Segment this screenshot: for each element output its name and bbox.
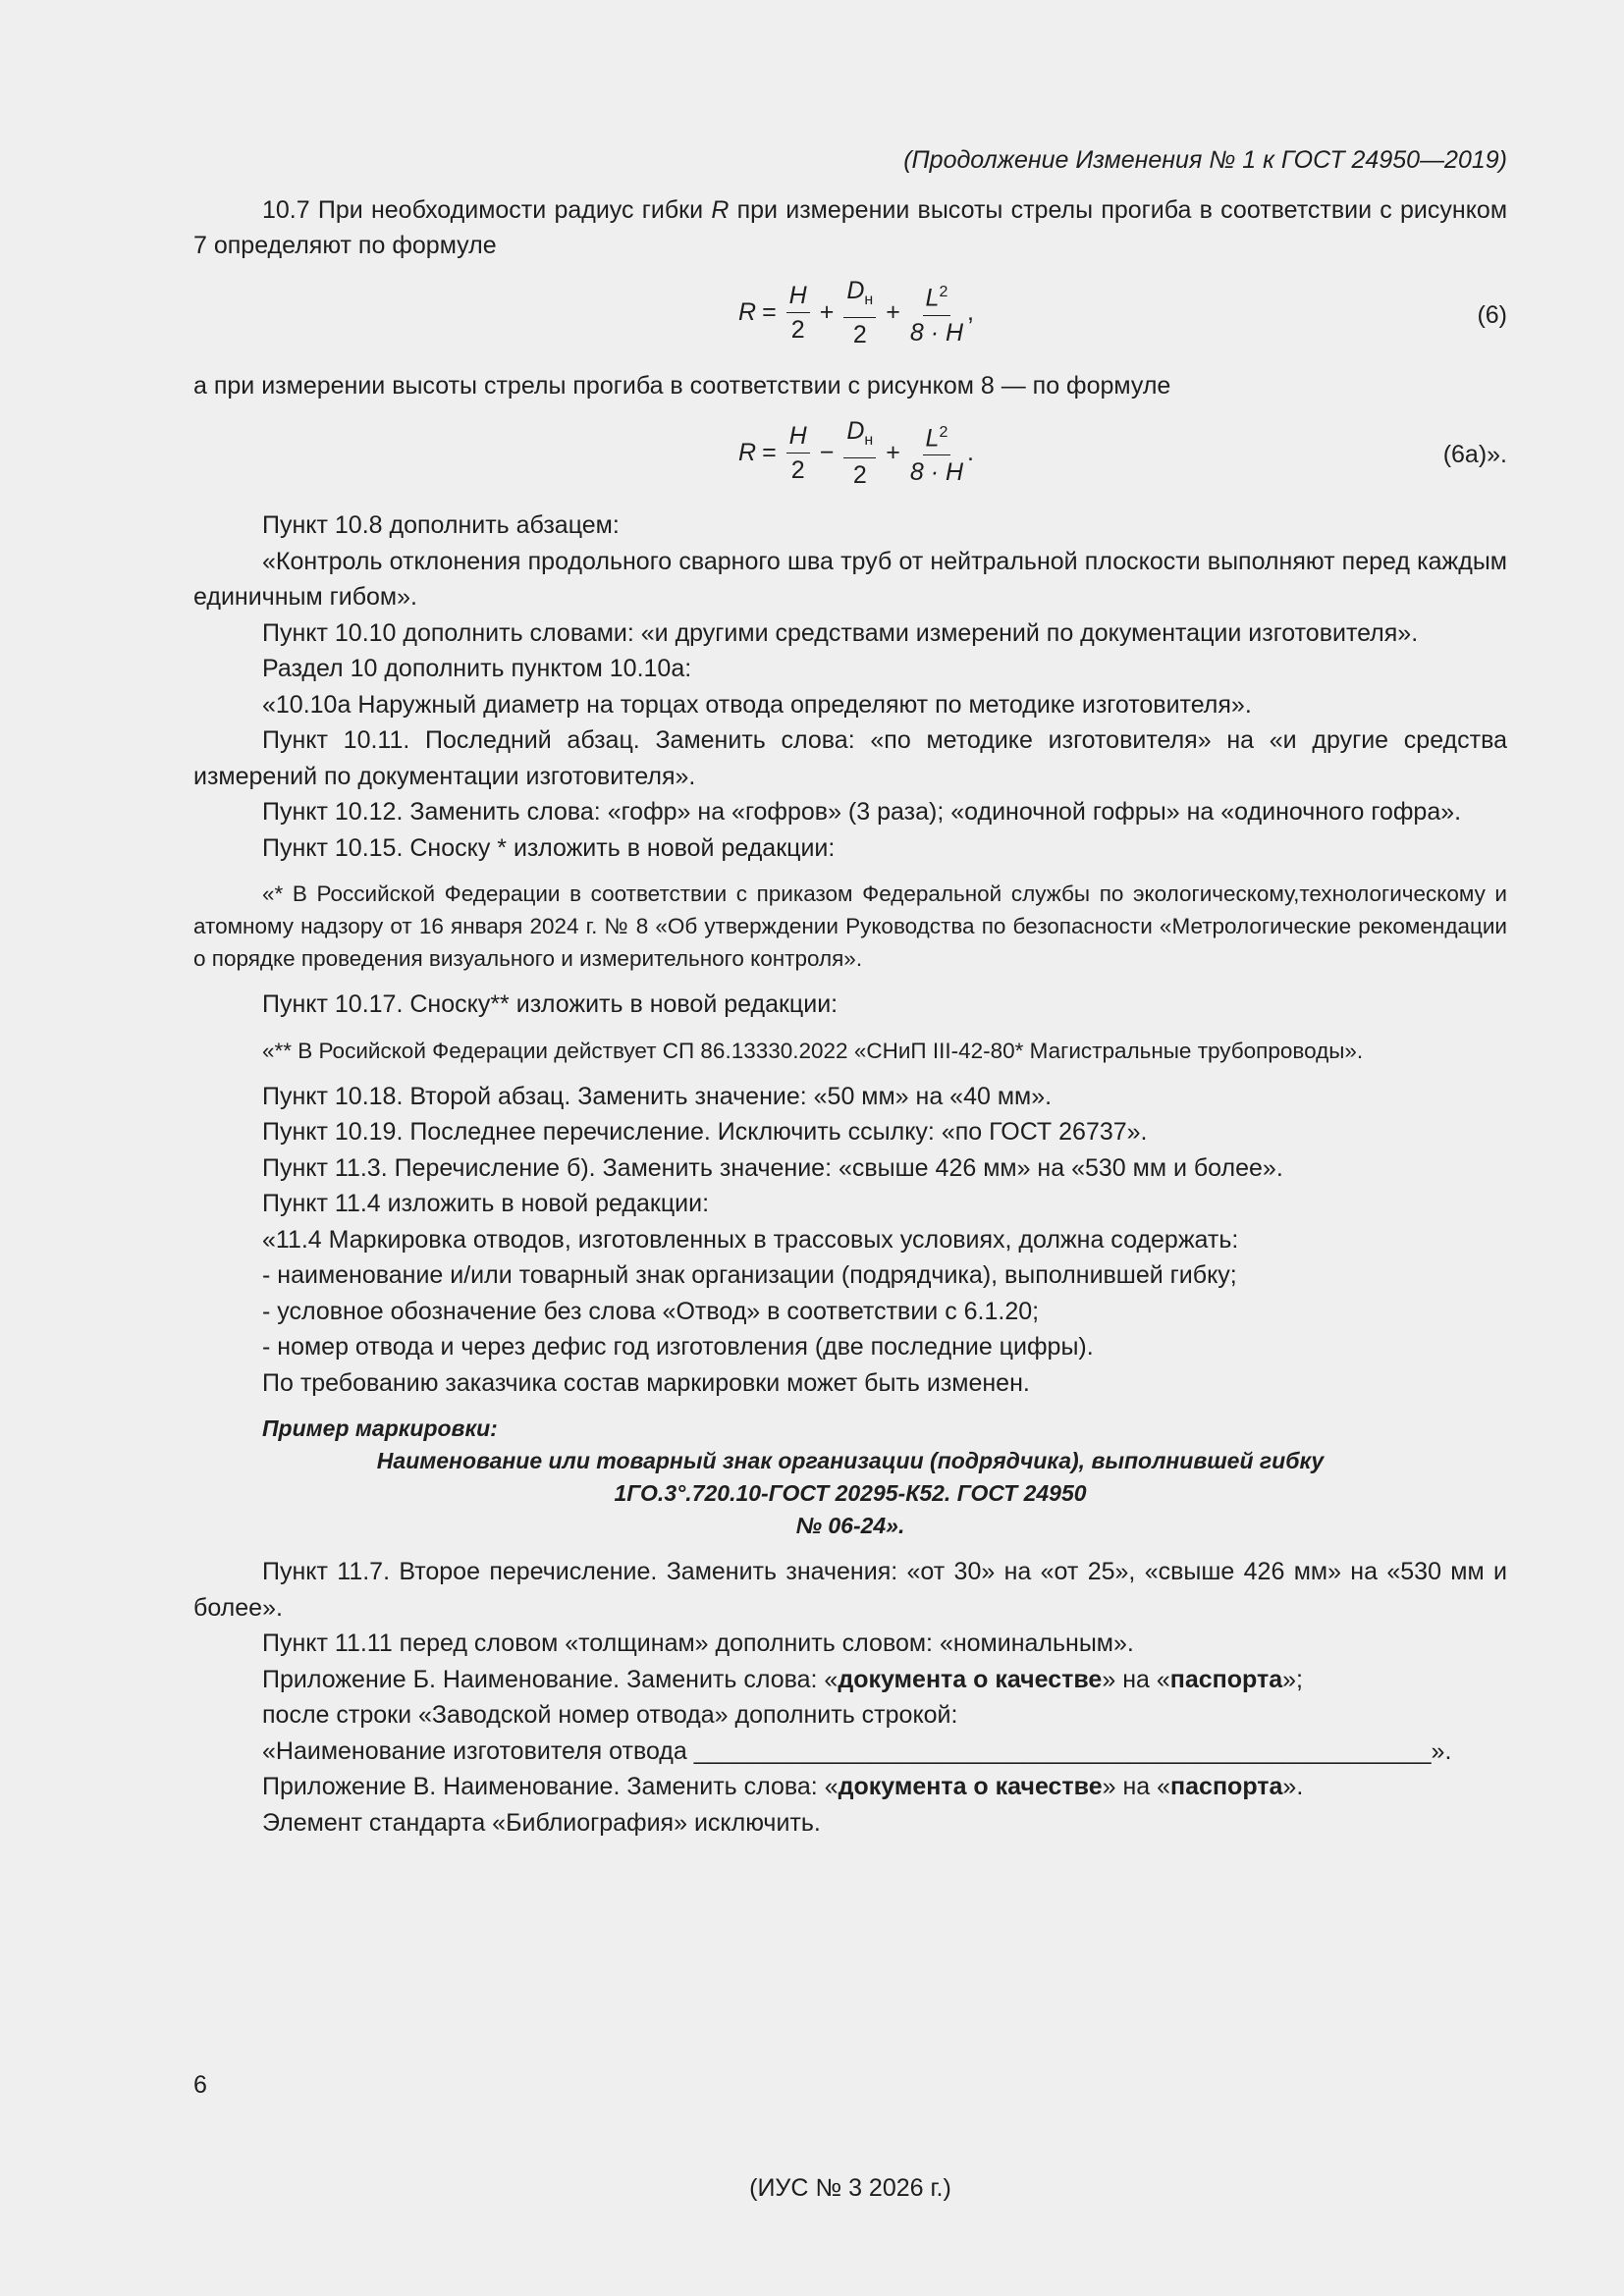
paragraph: Пункт 10.15. Сноску * изложить в новой редакции: (262, 833, 836, 862)
paragraph: Пункт 10.10 дополнить словами: «и другими средствами измерений по документации изготовителя». (262, 618, 1419, 647)
page-number: 6 (193, 2071, 207, 2099)
paragraph: Пункт 10.17. Сноску** изложить в новой редакции: (262, 990, 839, 1018)
fill-in-line: ______________________________________________________ (693, 1736, 1432, 1765)
paragraph: Пункт 10.18. Второй абзац. Заменить значение: «50 мм» на «40 мм». (262, 1082, 1053, 1110)
paragraph: после строки «Заводской номер отвода» дополнить строкой: (262, 1701, 958, 1729)
ius-footer: (ИУС № 3 2026 г.) (749, 2174, 951, 2202)
paragraph: «Контроль отклонения продольного сварного шва труб от нейтральной плоскости выполняют перед каждым единичным гибом». (193, 547, 1507, 611)
example-line: № 06-24». (795, 1513, 905, 1538)
paragraph: Элемент стандарта «Библиография» исключить. (262, 1808, 821, 1837)
paragraph: По требованию заказчика состав маркировки может быть изменен. (262, 1368, 1030, 1397)
paragraph: Пункт 10.11. Последний абзац. Заменить слова: «по методике изготовителя» на «и другие средства измерений по документации изготовителя». (193, 726, 1507, 790)
para-after-formula-6: а при измерении высоты стрелы прогиба в соответствии с рисунком 8 — по формуле (193, 371, 1171, 400)
list-item: - наименование и/или товарный знак организации (подрядчика), выполнившей гибку; (262, 1261, 1237, 1289)
document-body (193, 142, 1508, 2202)
paragraph: Пункт 11.7. Второе перечисление. Заменить значения: «от 30» на «от 25», «свыше 426 мм» на «530 мм и более». (193, 1558, 1507, 1622)
paragraph: «10.10а Наружный диаметр на торцах отвода определяют по методике изготовителя». (262, 690, 1252, 719)
list-item: - условное обозначение без слова «Отвод» в соответствии с 6.1.20; (262, 1297, 1040, 1325)
paragraph: Раздел 10 дополнить пунктом 10.10а: (262, 655, 692, 682)
paragraph: Пункт 11.3. Перечисление б). Заменить значение: «свыше 426 мм» на «530 мм и более». (262, 1153, 1283, 1182)
paragraph: Пункт 11.4 изложить в новой редакции: (262, 1190, 710, 1217)
example-line: 1ГО.3°.720.10-ГОСТ 20295-К52. ГОСТ 24950 (614, 1480, 1087, 1506)
paragraph: Пункт 10.8 дополнить абзацем: (262, 511, 620, 539)
marking-example (193, 1413, 1507, 1542)
formula-number: (6) (1477, 300, 1507, 329)
paragraph: Пункт 11.11 перед словом «толщинам» дополнить словом: «номинальным». (262, 1629, 1134, 1657)
example-line: Наименование или товарный знак организации (подрядчика), выполнившей гибку (376, 1448, 1325, 1473)
running-header: (Продолжение Изменения № 1 к ГОСТ 24950—2019) (903, 146, 1507, 174)
paragraph: Приложение Б. Наименование. Заменить слова: «документа о качестве» на «паспорта»; (262, 1665, 1303, 1693)
para-10-7: 10.7 При необходимости радиус гибки R при измерении высоты стрелы прогиба в соответствии с рисунком 7 определяют по формуле (193, 195, 1508, 259)
paragraph: «Наименование изготовителя отвода ______________________________________________________». (262, 1736, 1452, 1765)
footnote-text: «** В Росийской Федерации действует СП 86.13330.2022 «СНиП III-42-80* Магистральные трубопроводы». (262, 1038, 1364, 1063)
formula-number: (6а)». (1442, 441, 1507, 468)
list-item: - номер отвода и через дефис год изготовления (две последние цифры). (262, 1333, 1094, 1361)
formula-6: R = $\frac{H}{2}$ + $\frac{D_н}{2}$ + $\frac{L^2}{8 \cdot H}$ , (6) (738, 277, 1507, 348)
footnote-text: «* В Российской Федерации в соответствии с приказом Федеральной службы по экологическому,технологическому и атомному надзору от 16 января 2024 г. № 8 «Об утверждении Руководства по безопасности «Метрологические рекомендации о порядке проведения визуального и измерительного контроля». (193, 881, 1507, 971)
paragraph: Пункт 10.12. Заменить слова: «гофр» на «гофров» (3 раза); «одиночной гофры» на «одиночного гофра». (262, 798, 1462, 826)
paragraph: Пункт 10.19. Последнее перечисление. Исключить ссылку: «по ГОСТ 26737». (262, 1118, 1148, 1146)
paragraph: Приложение В. Наименование. Заменить слова: «документа о качестве» на «паспорта». (262, 1773, 1304, 1800)
formula-6a: R = $\frac{H}{2}$ − $\frac{D_н}{2}$ + $\frac{L^2}{8 \cdot H}$ . (6а)». (738, 416, 1507, 489)
paragraph: «11.4 Маркировка отводов, изготовленных в трассовых условиях, должна содержать: (262, 1225, 1239, 1254)
example-title: Пример маркировки: (262, 1415, 498, 1441)
